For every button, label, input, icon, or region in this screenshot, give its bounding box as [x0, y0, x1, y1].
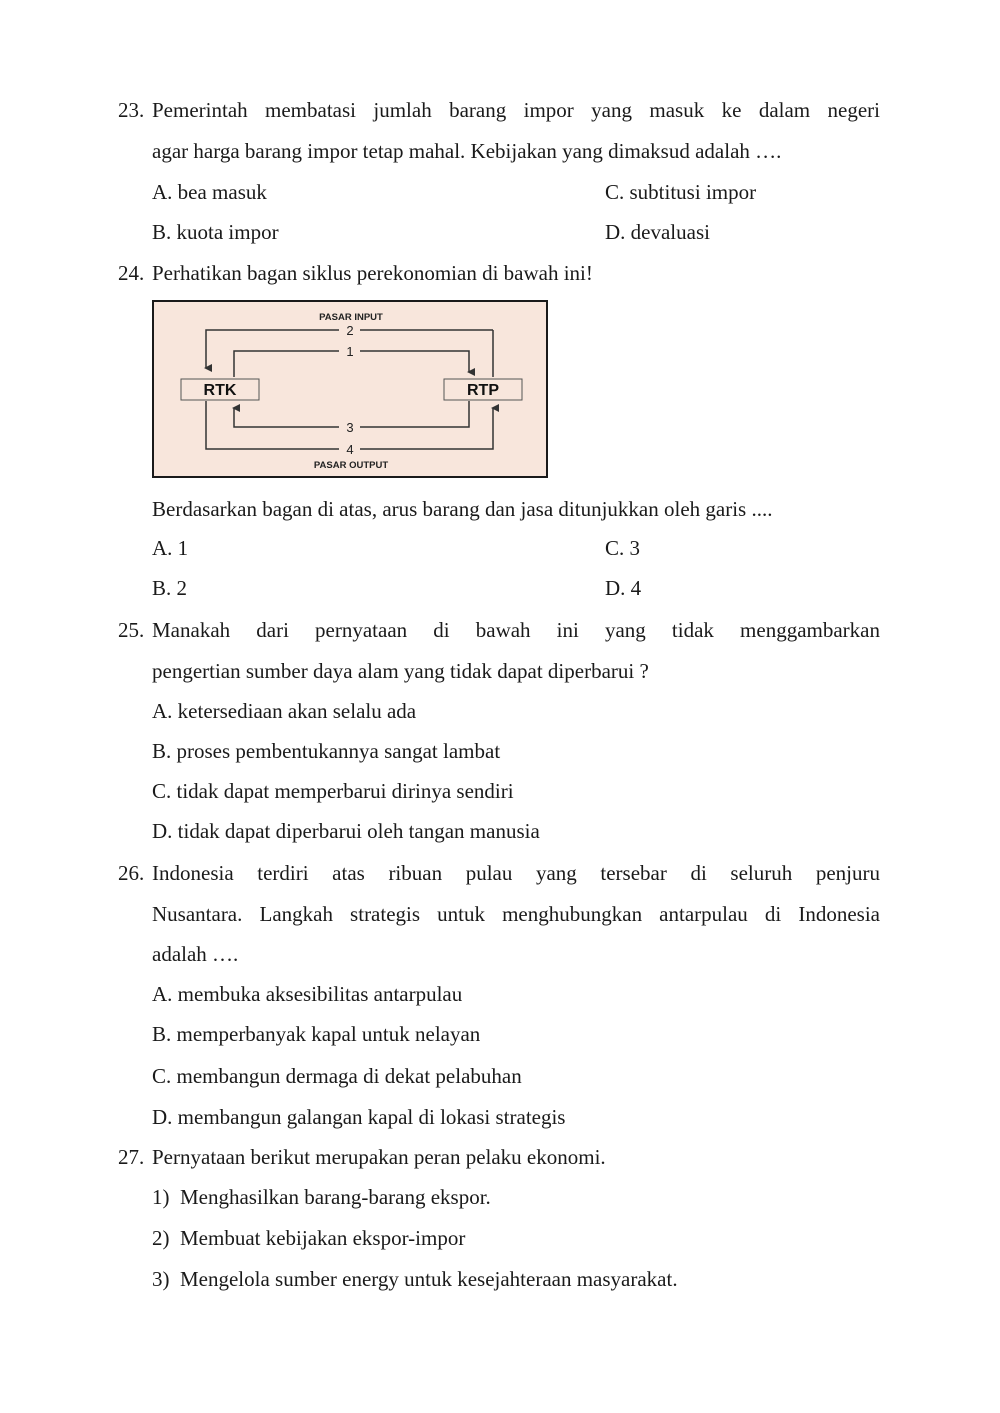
question-text: Perhatikan bagan siklus perekonomian di bawah ini!	[152, 261, 593, 285]
rtp-label: RTP	[467, 382, 499, 399]
question-line-1: Pemerintah membatasi jumlah barang impor yang masuk ke dalam negeri	[152, 98, 880, 122]
question-line-2: Nusantara. Langkah strategis untuk menghubungkan antarpulau di Indonesia	[152, 901, 880, 926]
question-24	[118, 253, 880, 293]
flow-line-3-left	[234, 408, 339, 427]
flow-line-4	[206, 401, 339, 449]
question-25	[118, 610, 880, 691]
question-24-prompt: Berdasarkan bagan di atas, arus barang dan jasa ditunjukkan oleh garis ....	[152, 497, 773, 521]
pasar-input-label: PASAR INPUT	[319, 312, 383, 323]
option-d[interactable]: D. 4	[605, 576, 642, 600]
option-b[interactable]: B. kuota impor	[152, 220, 279, 244]
option-c[interactable]: C. 3	[605, 536, 641, 560]
question-number: 23.	[118, 98, 145, 122]
option-b[interactable]: B. proses pembentukannya sangat lambat	[152, 739, 501, 763]
rtk-label: RTK	[203, 382, 237, 399]
flow-line-1	[234, 351, 339, 377]
cycle-diagram-svg	[154, 302, 546, 476]
question-line-2: agar harga barang impor tetap mahal. Kebijakan yang dimaksud adalah ….	[152, 138, 782, 163]
question-line-3: adalah ….	[152, 942, 239, 966]
question-27	[118, 1137, 880, 1177]
flow-line-4-right	[360, 408, 493, 449]
question-text	[152, 90, 880, 171]
line-label-3: 3	[346, 420, 354, 435]
line-label-4: 4	[346, 442, 354, 457]
option-c[interactable]: C. tidak dapat memperbarui dirinya sendiri	[152, 779, 514, 803]
question-26	[118, 853, 880, 975]
question-line-1: Manakah dari pernyataan di bawah ini yang tidak menggambarkan	[152, 618, 880, 642]
option-a[interactable]: A. 1	[152, 536, 189, 560]
question-line-2: pengertian sumber daya alam yang tidak dapat diperbarui ?	[152, 658, 649, 683]
line-label-2: 2	[346, 323, 354, 338]
option-d[interactable]: D. membangun galangan kapal di lokasi strategis	[152, 1105, 566, 1129]
option-d[interactable]: D. devaluasi	[605, 220, 710, 244]
pasar-output-label: PASAR OUTPUT	[313, 460, 389, 471]
line-label-1: 1	[346, 344, 354, 359]
option-a[interactable]: A. ketersediaan akan selalu ada	[152, 699, 417, 723]
list-item: 3) Mengelola sumber energy untuk kesejahteraan masyarakat.	[152, 1267, 678, 1291]
question-number: 25.	[118, 618, 145, 642]
option-b[interactable]: B. 2	[152, 576, 188, 600]
flow-line-2	[206, 330, 339, 368]
option-c[interactable]: C. subtitusi impor	[605, 180, 757, 204]
question-line-1: Indonesia terdiri atas ribuan pulau yang tersebar di seluruh penjuru	[152, 861, 880, 885]
flow-line-3	[360, 401, 469, 427]
option-c[interactable]: C. membangun dermaga di dekat pelabuhan	[152, 1064, 522, 1088]
list-item: 1) Menghasilkan barang-barang ekspor.	[152, 1185, 491, 1209]
option-d[interactable]: D. tidak dapat diperbarui oleh tangan manusia	[152, 819, 540, 843]
question-number: 24.	[118, 261, 145, 285]
question-number: 26.	[118, 861, 145, 885]
question-text: Pernyataan berikut merupakan peran pelaku ekonomi.	[152, 1145, 606, 1169]
list-item: 2) Membuat kebijakan ekspor-impor	[152, 1226, 466, 1250]
question-text	[152, 853, 880, 975]
question-text	[152, 610, 880, 691]
option-a[interactable]: A. bea masuk	[152, 180, 267, 204]
question-number: 27.	[118, 1145, 145, 1169]
economic-cycle-diagram	[152, 300, 548, 478]
question-23	[118, 90, 880, 171]
option-a[interactable]: A. membuka aksesibilitas antarpulau	[152, 982, 463, 1006]
flow-line-1-right	[360, 351, 469, 372]
option-b[interactable]: B. memperbanyak kapal untuk nelayan	[152, 1022, 481, 1046]
